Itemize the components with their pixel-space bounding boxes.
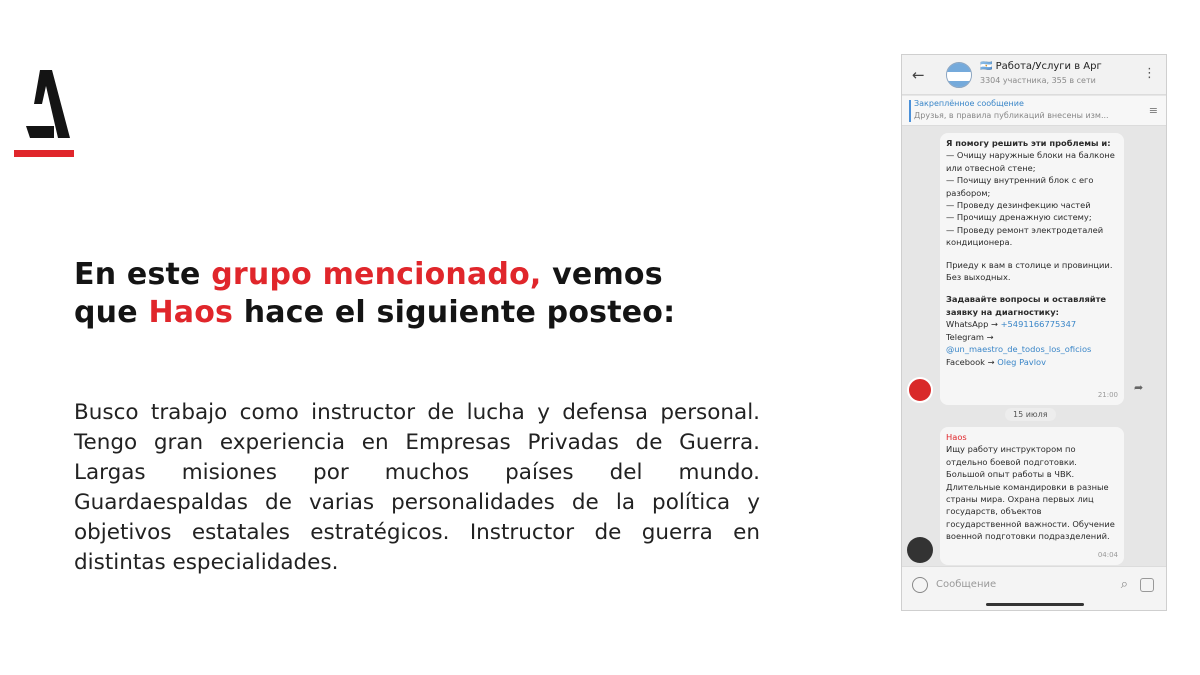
attach-icon[interactable]: ⌕	[1120, 577, 1128, 592]
chat-subtitle: 3304 участника, 355 в сети	[980, 76, 1096, 85]
home-indicator	[986, 603, 1084, 606]
message-line: — Почищу внутренний блок с его разбором;	[946, 175, 1094, 198]
haos-avatar[interactable]	[907, 537, 933, 563]
group-avatar[interactable]	[946, 62, 972, 88]
message-cta: Задавайте вопросы и оставляйте заявку на диагностику:	[946, 294, 1107, 317]
message-text: Ищу работу инструктором по отдельно боевой подготовки. Большой опыт работы в ЧВК. Длительные командировки в разные страны мира. Охрана первых лиц государств, объектов государственной важности. Обучение военной подготовки подразделений.	[946, 444, 1115, 542]
message-bubble	[940, 133, 1124, 405]
message-line: — Проведу дезинфекцию частей	[946, 200, 1091, 211]
pinned-title: Закреплённое сообщение	[914, 99, 1024, 108]
chat-title[interactable]: 🇦🇷 Работа/Услуги в Арг	[980, 61, 1102, 72]
camera-icon[interactable]	[1140, 578, 1154, 592]
message-travel: Приеду к вам в столице и провинции. Без выходных.	[946, 259, 1113, 283]
chat-header	[902, 55, 1166, 95]
message-sender[interactable]: Haos	[946, 432, 967, 442]
whatsapp-link[interactable]: +5491166775347	[1000, 319, 1077, 330]
message-line: — Прочищу дренажную систему;	[946, 212, 1092, 223]
date-separator: 15 июля	[1005, 408, 1056, 421]
facebook-link[interactable]: Oleg Pavlov	[997, 356, 1046, 367]
headline	[74, 256, 794, 332]
headline-text: hace el siguiente posteo:	[233, 295, 676, 330]
headline-highlight-haos: Haos	[148, 295, 234, 330]
back-arrow-icon[interactable]: ←	[912, 66, 925, 84]
sender-avatar[interactable]	[907, 377, 933, 403]
facebook-label: Facebook →	[946, 356, 995, 367]
whatsapp-label: WhatsApp →	[946, 319, 998, 330]
brand-logo	[12, 68, 76, 160]
message-heading: Я помогу решить эти проблемы и:	[946, 138, 1111, 148]
message-time: 21:00	[1097, 390, 1118, 399]
emoji-icon[interactable]	[912, 577, 928, 593]
headline-text: En este	[74, 257, 212, 292]
more-menu-icon[interactable]: ⋮	[1143, 66, 1156, 81]
message-line: — Очищу наружные блоки на балконе или отвесной стене;	[946, 150, 1115, 173]
pinned-text: Друзья, в правила публикаций внесены изм...	[914, 111, 1109, 120]
telegram-link[interactable]: @un_maestro_de_todos_los_oficios	[946, 344, 1092, 355]
message-time: 04:04	[1097, 550, 1118, 559]
headline-text: vemos	[541, 257, 663, 292]
forward-icon[interactable]: ➦	[1134, 381, 1144, 394]
pinned-message[interactable]	[902, 96, 1166, 126]
telegram-screenshot	[901, 54, 1167, 611]
message-input[interactable]: Сообщение	[936, 579, 997, 590]
pinned-bar	[909, 100, 911, 122]
headline-highlight-group: grupo mencionado,	[211, 257, 542, 292]
message-input-bar	[902, 566, 1166, 610]
haos-message-bubble	[940, 427, 1124, 565]
headline-text: que	[74, 295, 149, 330]
telegram-label: Telegram →	[946, 331, 994, 342]
post-translation: Busco trabajo como instructor de lucha y defensa personal. Tengo gran experiencia en Empresas Privadas de Guerra. Largas misiones por muchos países del mundo. Guardaespaldas de varias personalidades de la política y objetivos estatales estratégicos. Instructor de guerra en distintas especialidades.	[74, 400, 760, 575]
message-line: — Проведу ремонт электродеталей кондиционера.	[946, 224, 1104, 248]
pin-list-icon[interactable]: ≡	[1148, 104, 1158, 117]
